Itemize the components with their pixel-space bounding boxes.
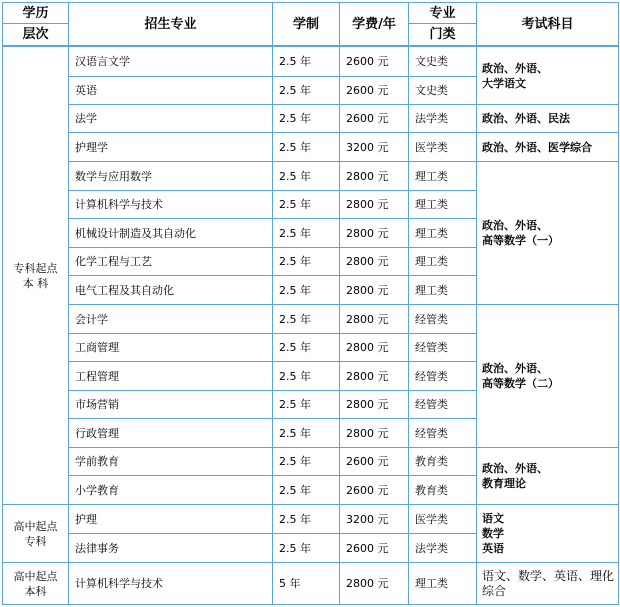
fee-cell: 2800 元 (339, 562, 409, 605)
years-cell: 2.5 年 (272, 76, 340, 105)
fee-cell: 2600 元 (339, 46, 409, 77)
category-cell: 法学类 (408, 533, 477, 563)
exam-cell: 政治、外语、 教育理论 (476, 447, 619, 505)
years-cell: 2.5 年 (272, 161, 340, 191)
fee-cell: 3200 元 (339, 132, 409, 162)
years-cell: 2.5 年 (272, 104, 340, 133)
major-cell: 汉语言文学 (68, 46, 273, 77)
category-cell: 文史类 (408, 76, 477, 105)
fee-cell: 2800 元 (339, 361, 409, 391)
major-cell: 市场营销 (68, 390, 273, 419)
category-cell: 理工类 (408, 190, 477, 219)
fee-cell: 2600 元 (339, 533, 409, 563)
category-cell: 教育类 (408, 475, 477, 505)
fee-cell: 2800 元 (339, 304, 409, 334)
major-cell: 计算机科学与技术 (68, 190, 273, 219)
header-years: 学制 (272, 2, 340, 46)
header-fee: 学费/年 (339, 2, 409, 46)
fee-cell: 2600 元 (339, 475, 409, 505)
category-cell: 理工类 (408, 247, 477, 276)
years-cell: 2.5 年 (272, 361, 340, 391)
category-cell: 经管类 (408, 304, 477, 334)
major-cell: 电气工程及其自动化 (68, 275, 273, 305)
years-cell: 2.5 年 (272, 304, 340, 334)
years-cell: 2.5 年 (272, 447, 340, 476)
major-cell: 工商管理 (68, 333, 273, 362)
years-cell: 2.5 年 (272, 390, 340, 419)
years-cell: 2.5 年 (272, 475, 340, 505)
fee-cell: 2600 元 (339, 104, 409, 133)
category-cell: 经管类 (408, 390, 477, 419)
years-cell: 2.5 年 (272, 218, 340, 248)
header-level-top: 学历 (2, 2, 69, 24)
exam-cell: 政治、外语、民法 (476, 104, 619, 133)
major-cell: 工程管理 (68, 361, 273, 391)
major-cell: 行政管理 (68, 418, 273, 448)
fee-cell: 2800 元 (339, 275, 409, 305)
level-cell: 高中起点 本科 (2, 562, 69, 605)
fee-cell: 3200 元 (339, 504, 409, 534)
major-cell: 化学工程与工艺 (68, 247, 273, 276)
header-category-top: 专业 (408, 2, 477, 24)
category-cell: 理工类 (408, 275, 477, 305)
years-cell: 2.5 年 (272, 275, 340, 305)
major-cell: 数学与应用数学 (68, 161, 273, 191)
fee-cell: 2800 元 (339, 161, 409, 191)
fee-cell: 2800 元 (339, 190, 409, 219)
fee-cell: 2800 元 (339, 218, 409, 248)
exam-cell: 政治、外语、 高等数学（二） (476, 304, 619, 448)
fee-cell: 2800 元 (339, 333, 409, 362)
major-cell: 法学 (68, 104, 273, 133)
major-cell: 护理 (68, 504, 273, 534)
fee-cell: 2800 元 (339, 390, 409, 419)
years-cell: 2.5 年 (272, 418, 340, 448)
years-cell: 5 年 (272, 562, 340, 605)
major-cell: 英语 (68, 76, 273, 105)
fee-cell: 2800 元 (339, 247, 409, 276)
years-cell: 2.5 年 (272, 247, 340, 276)
category-cell: 理工类 (408, 218, 477, 248)
category-cell: 经管类 (408, 361, 477, 391)
category-cell: 医学类 (408, 132, 477, 162)
years-cell: 2.5 年 (272, 132, 340, 162)
major-cell: 会计学 (68, 304, 273, 334)
fee-cell: 2600 元 (339, 447, 409, 476)
category-cell: 经管类 (408, 418, 477, 448)
exam-cell: 政治、外语、 大学语文 (476, 46, 619, 105)
years-cell: 2.5 年 (272, 190, 340, 219)
category-cell: 经管类 (408, 333, 477, 362)
years-cell: 2.5 年 (272, 333, 340, 362)
exam-cell: 语文、数学、英语、理化 综合 (476, 562, 619, 605)
exam-cell: 政治、外语、 高等数学（一） (476, 161, 619, 305)
fee-cell: 2600 元 (339, 76, 409, 105)
major-cell: 机械设计制造及其自动化 (68, 218, 273, 248)
major-cell: 护理学 (68, 132, 273, 162)
level-cell: 高中起点 专科 (2, 504, 69, 563)
category-cell: 法学类 (408, 104, 477, 133)
category-cell: 教育类 (408, 447, 477, 476)
category-cell: 文史类 (408, 46, 477, 77)
years-cell: 2.5 年 (272, 504, 340, 534)
years-cell: 2.5 年 (272, 533, 340, 563)
exam-cell: 语文 数学 英语 (476, 504, 619, 563)
fee-cell: 2800 元 (339, 418, 409, 448)
category-cell: 理工类 (408, 161, 477, 191)
years-cell: 2.5 年 (272, 46, 340, 77)
header-level-bottom: 层次 (2, 23, 69, 46)
header-major: 招生专业 (68, 2, 273, 46)
major-cell: 法律事务 (68, 533, 273, 563)
major-cell: 小学教育 (68, 475, 273, 505)
header-category-bottom: 门类 (408, 23, 477, 46)
exam-cell: 政治、外语、医学综合 (476, 132, 619, 162)
level-cell: 专科起点 本 科 (2, 46, 69, 505)
major-cell: 学前教育 (68, 447, 273, 476)
category-cell: 医学类 (408, 504, 477, 534)
category-cell: 理工类 (408, 562, 477, 605)
major-cell: 计算机科学与技术 (68, 562, 273, 605)
header-exam: 考试科目 (476, 2, 619, 46)
